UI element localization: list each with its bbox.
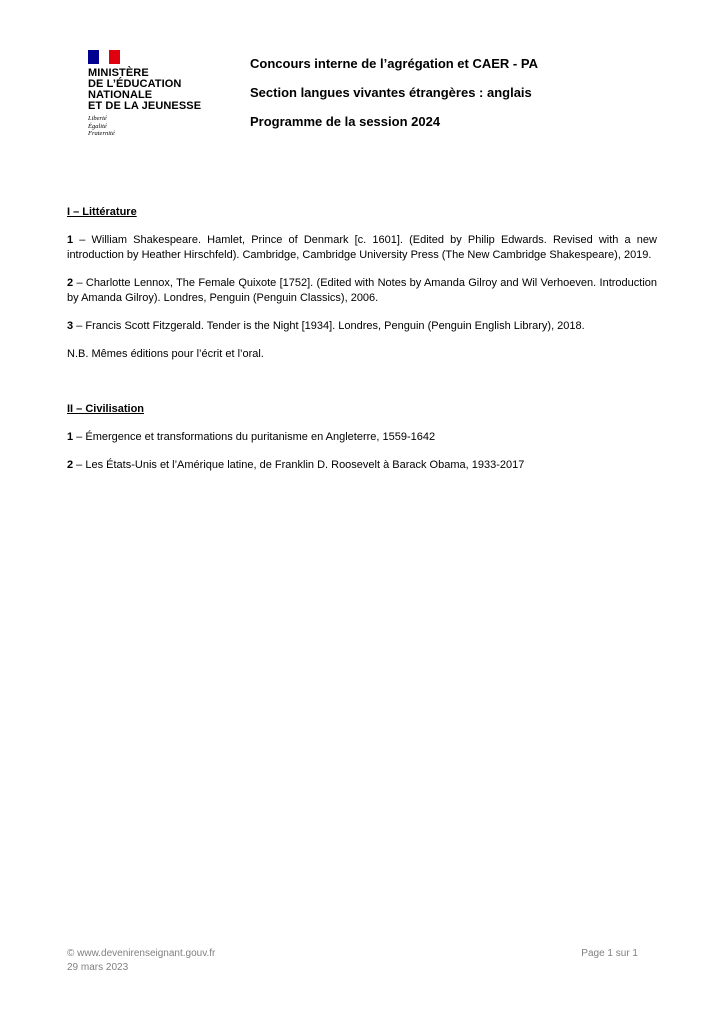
ministry-line: NATIONALE — [88, 89, 153, 101]
item-number: 1 — [67, 431, 74, 443]
item-text: – William Shakespeare. Hamlet, Prince of Denmark [c. 1601]. (Edited by Philip Edwards. Revised with a new introduction by Heather Hirschfeld). Cambridge, Cambridge University Press (The New Cambridge Shakespeare), 2019. — [67, 234, 657, 261]
literature-section — [67, 205, 657, 362]
item-text: – Les États-Unis et l’Amérique latine, de Franklin D. Roosevelt à Barack Obama, 1933-2017 — [73, 459, 525, 471]
republic-motto — [88, 115, 218, 138]
list-item — [67, 430, 657, 445]
edition-note: N.B. Mêmes éditions pour l’écrit et l’oral. — [67, 348, 264, 360]
item-number: 2 — [67, 277, 74, 289]
item-text: – Émergence et transformations du puritanisme en Angleterre, 1559-1642 — [73, 431, 436, 443]
french-flag-icon — [88, 50, 120, 64]
section-heading: II – Civilisation — [67, 403, 145, 415]
motto-line: Liberté — [88, 115, 107, 122]
list-item — [67, 233, 657, 263]
ministry-line: DE L’ÉDUCATION — [88, 78, 182, 90]
publication-date: 29 mars 2023 — [67, 962, 129, 973]
motto-line: Fraternité — [88, 130, 115, 137]
ministry-line: MINISTÈRE — [88, 67, 149, 79]
item-number: 1 — [67, 234, 74, 246]
ministry-line: ET DE LA JEUNESSE — [88, 100, 202, 112]
motto-line: Égalité — [88, 122, 107, 130]
document-header — [250, 56, 538, 143]
list-item — [67, 319, 657, 334]
civilisation-section — [67, 402, 657, 473]
ministry-name — [88, 68, 218, 112]
list-item — [67, 276, 657, 306]
website-link[interactable]: © www.devenirenseignant.gouv.fr — [67, 948, 216, 959]
item-text: – Charlotte Lennox, The Female Quixote [1752]. (Edited with Notes by Amanda Gilroy and Wil Verhoeven. Introduction by Amanda Gilroy). Londres, Penguin (Penguin Classics), 2006. — [67, 277, 657, 304]
section-title: Section langues vivantes étrangères : anglais — [250, 85, 532, 100]
item-number: 2 — [67, 459, 74, 471]
footer-left — [67, 947, 215, 975]
exam-title: Concours interne de l’agrégation et CAER - PA — [250, 56, 538, 71]
session-title: Programme de la session 2024 — [250, 114, 441, 129]
programme-content — [67, 205, 657, 486]
page-number: Page 1 sur 1 — [581, 948, 638, 959]
ministry-logo — [88, 50, 218, 138]
section-heading: I – Littérature — [67, 206, 137, 218]
item-number: 3 — [67, 320, 74, 332]
list-item — [67, 458, 657, 473]
item-text: – Francis Scott Fitzgerald. Tender is the Night [1934]. Londres, Penguin (Penguin English Library), 2018. — [73, 320, 585, 332]
